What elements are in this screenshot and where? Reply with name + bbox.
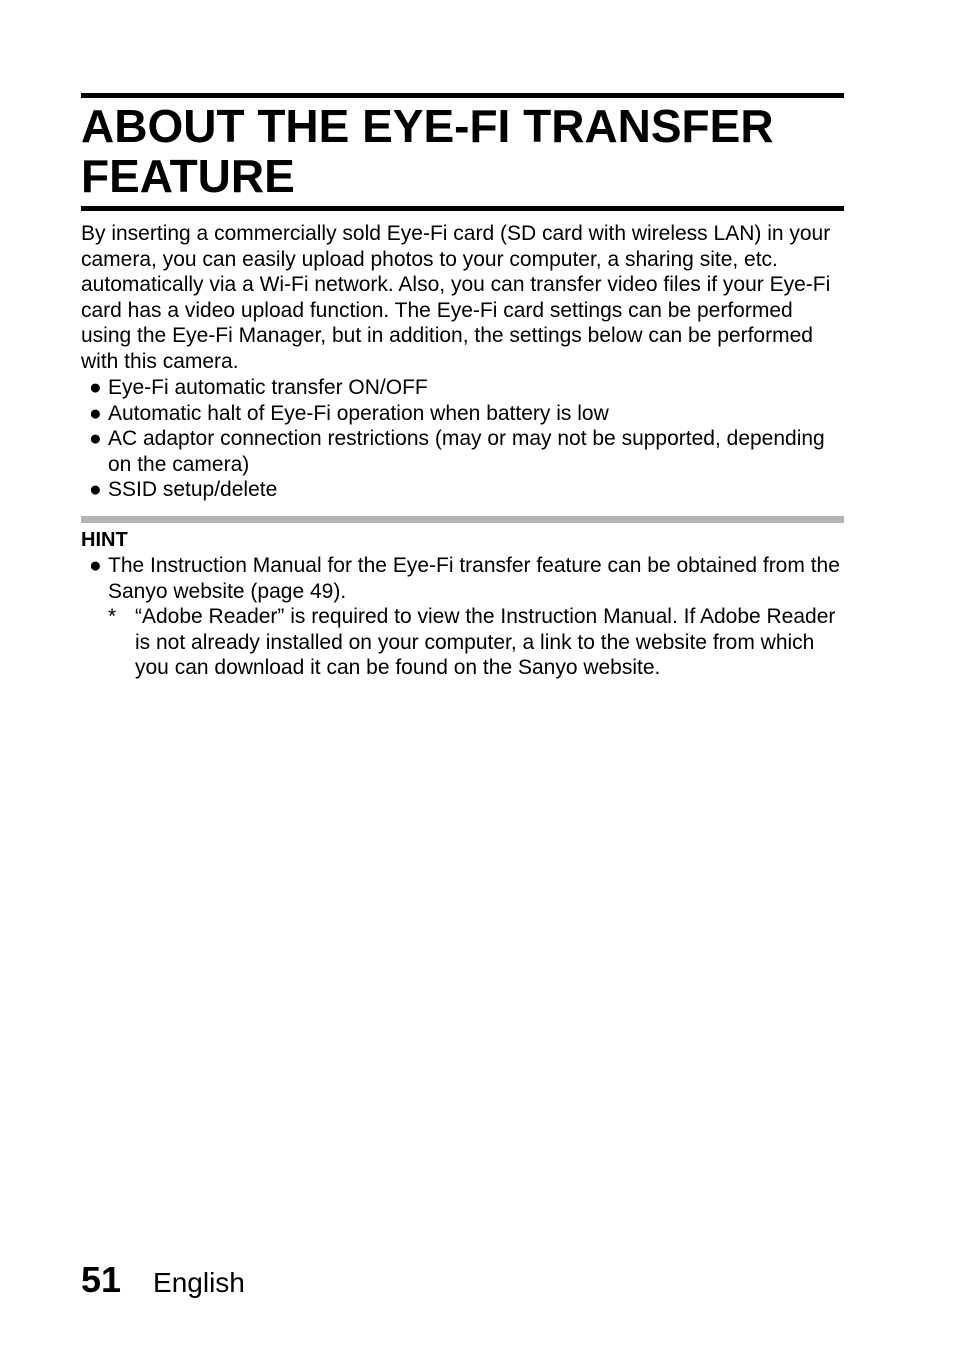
bullet-icon: ● [89,376,102,399]
hint-note-text: “Adobe Reader” is required to view the Instruction Manual. If Adobe Reader is not already installed on your computer, a link to the website from which you can download it can be found on the Sanyo website. [135,605,836,680]
bullet-icon: ● [89,401,102,425]
hint-item-text: The Instruction Manual for the Eye-Fi transfer feature can be obtained from the Sanyo website (page 49). [108,554,840,603]
hint-divider-bar [81,516,844,523]
title-top-rule [81,93,844,98]
asterisk-icon: * [108,605,117,629]
list-item-text: AC adaptor connection restrictions (may or may not be supported, depending on the camera) [108,427,825,476]
list-item-text: SSID setup/delete [108,478,278,502]
list-item [81,401,844,427]
hint-list [81,553,844,681]
bullet-icon: ● [89,554,102,577]
page-title [81,101,844,201]
page-title-line-1: ABOUT THE EYE-FI TRANSFER [81,100,774,152]
hint-heading: HINT [81,529,128,551]
language-label: English [153,1267,245,1298]
title-bottom-rule [81,206,844,211]
list-item [81,553,844,681]
list-item [81,375,844,401]
page-number: 51 [81,1259,122,1300]
hint-note [108,604,844,681]
list-item-text: Automatic halt of Eye-Fi operation when battery is low [108,401,609,425]
bullet-icon: ● [89,427,102,451]
page-footer [81,1258,245,1302]
list-item-text: Eye-Fi automatic transfer ON/OFF [108,376,428,399]
page-title-line-2: FEATURE [81,150,295,202]
list-item [81,477,844,503]
bullet-icon: ● [89,478,102,502]
list-item [81,426,844,477]
intro-paragraph: By inserting a commercially sold Eye-Fi card (SD card with wireless LAN) in your camera, you can easily upload photos to your computer, a sharing site, etc. automatically via a Wi-Fi network. Also, you can transfer video files if your Eye-Fi card has a video upload function. The Eye-Fi card settings can be performed using the Eye-Fi Manager, but in addition, the settings below can be performed with this camera. [81,222,831,373]
settings-list [81,375,844,503]
